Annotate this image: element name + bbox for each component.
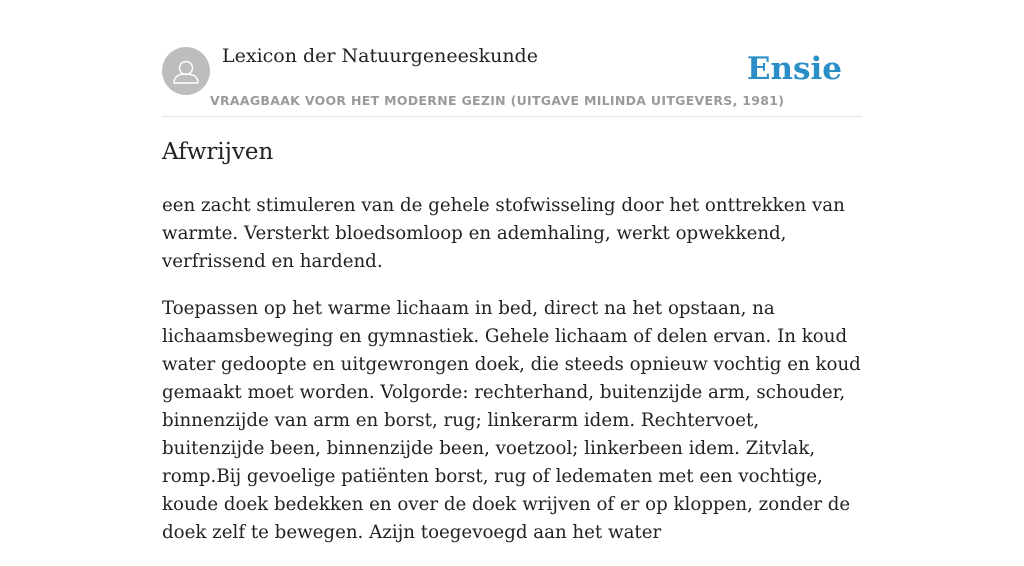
book-title[interactable]: Lexicon der Natuurgeneeskunde — [222, 45, 538, 67]
ensie-logo[interactable]: Ensie — [746, 51, 842, 87]
person-placeholder-icon — [162, 47, 210, 95]
book-subtitle: VRAAGBAAK VOOR HET MODERNE GEZIN (UITGAVE MILINDA UITGEVERS, 1981) — [210, 93, 785, 108]
entry-paragraph: een zacht stimuleren van de gehele stofwisseling door het onttrekken van warmte. Versterkt bloedsomloop en ademhaling, werkt opwekkend, verfrissend en hardend. — [162, 195, 845, 272]
entry-title: Afwrijven — [162, 139, 274, 165]
header — [162, 0, 862, 117]
entry-content — [162, 192, 862, 566]
entry-paragraph: Toepassen op het warme lichaam in bed, direct na het opstaan, na lichaamsbeweging en gymnastiek. Gehele lichaam of delen ervan. In koud water gedoopte en uitgewrongen doek, die steeds opnieuw vochtig en koud gemaakt moet worden. Volgorde: rechterhand, buitenzijde arm, schouder, binnenzijde van arm en borst, rug; linkerarm idem. Rechtervoet, buitenzijde been, binnenzijde been, voetzool; linkerbeen idem. Zitvlak, romp.Bij gevoelige patiënten borst, rug of ledematen met een vochtige, koude doek bedekken en over de doek wrijven of er op kloppen, zonder de doek zelf te bewegen. Azijn toegevoegd aan het water — [162, 298, 861, 543]
book-avatar[interactable] — [162, 47, 210, 95]
